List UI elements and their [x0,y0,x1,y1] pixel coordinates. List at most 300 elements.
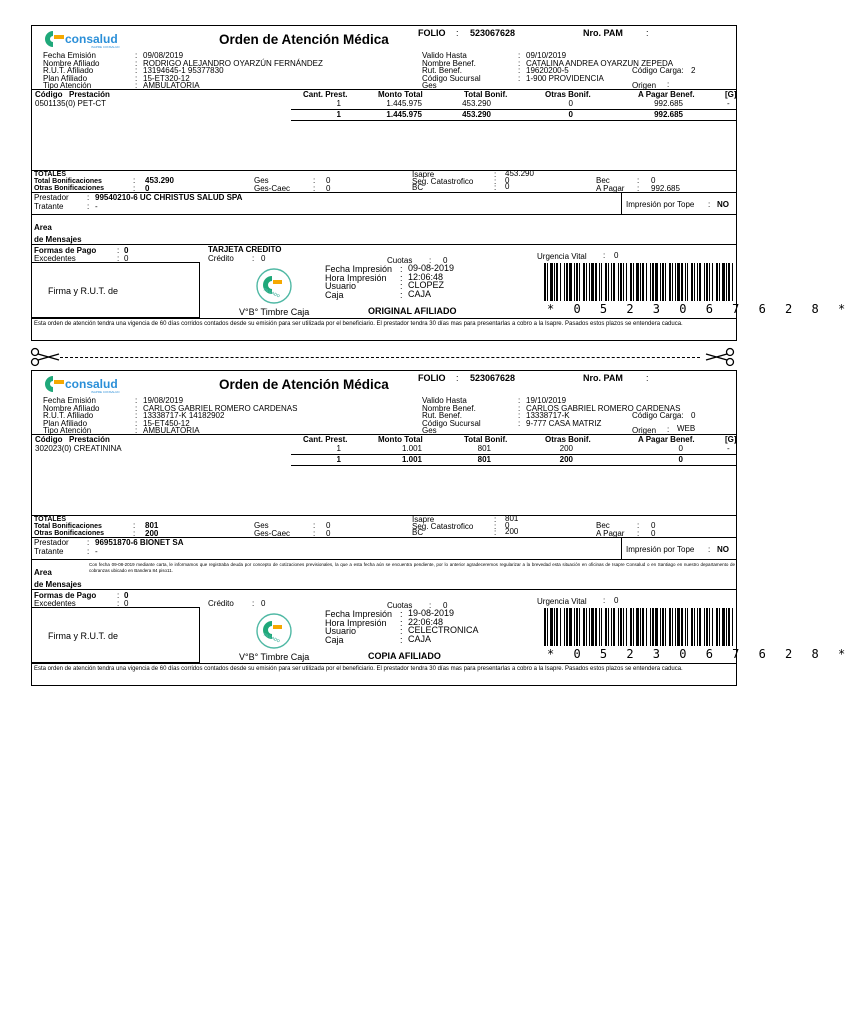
impresion-labels [325,265,392,299]
colon: : [87,546,90,556]
codigo-sucursal-value: 1-900 PROVIDENCIA [526,73,604,83]
g-value: - [727,99,730,108]
pagado-stamp-text: PAGADO [262,286,281,299]
sum-monto: 1.445.975 [386,110,422,119]
col-prestacion: Prestación [69,90,110,99]
colon: : [133,521,136,530]
bec-label: Bec [596,521,610,530]
colon: : [87,193,90,202]
form-original [0,25,851,345]
prestador-value: 96951870-6 BIONET SA [95,538,184,547]
ges-caec-label: Ges-Caec [254,183,291,193]
fecha-impresion-label: Fecha Impresión [325,609,393,619]
sum-otras: 200 [559,455,573,464]
colon: : [135,411,138,420]
sum-otras: 0 [568,110,573,119]
rut-benef-label: Rut. Benef. [422,411,463,420]
colon: : [135,396,138,405]
prestador-colons [87,194,89,211]
col-g: [G] [725,435,737,444]
caja-label: Caja [325,634,344,645]
totales-values [145,177,174,192]
col-monto: Monto Total [378,90,423,99]
prestacion-value: 0501135(0) PET-CT [35,99,106,108]
colon: : [135,73,138,83]
logo-subtext: ISAPRE CONSALUD [91,45,120,49]
ges-caec-label: Ges-Caec [254,528,291,538]
pago-colons [117,592,119,608]
ges-caec-value: 0 [326,183,331,193]
colon: : [400,289,403,300]
codigo-sucursal-label: Código Sucursal [422,418,481,428]
bec-labels [596,177,624,192]
rut-afiliado-label: R.U.T. Afiliado [43,66,94,75]
excedentes-value: 0 [124,254,129,263]
valido-hasta-value: 19/10/2019 [526,396,567,405]
legal-divider [31,663,737,664]
tratante-value: - [95,201,98,211]
credito-label: Crédito [208,599,234,608]
colon: : [87,538,90,547]
urgencia-colon: : [603,596,606,605]
colon: : [135,66,138,75]
colon: : [313,528,316,538]
area-label: Area [34,223,52,232]
impresion-tope-colon: : [708,200,711,209]
fecha-emision-label: Fecha Emisión [43,396,96,405]
usuario-value: CLOPEZ [408,280,445,290]
codigo-carga-value: 2 [691,66,696,75]
isapre-labels [412,517,473,537]
totales-divider [31,515,737,516]
col-bonif: Total Bonif. [464,90,508,99]
cuotas-value: 0 [443,256,448,265]
logo-subtext: ISAPRE CONSALUD [91,390,120,394]
urgencia-value: 0 [614,596,619,605]
logo-text: consalud [65,32,118,46]
pago-values [124,247,128,263]
urgencia-colon: : [603,251,606,260]
pam-colon: : [646,373,649,383]
barcode [544,263,736,301]
prestador-colons [87,539,89,556]
sum-cant: 1 [336,455,341,464]
col-cant: Cant. Prest. [303,90,348,99]
bc-value: 0 [505,182,510,191]
ges-value: 0 [326,176,331,185]
usuario-label: Usuario [325,281,357,291]
nombre-benef-label: Nombre Benef. [422,403,476,413]
colon: : [518,51,521,60]
otras-bonif-value: 200 [145,528,159,538]
fecha-impresion-value: 19-08-2019 [408,608,455,618]
impresion-tope-label: Impresión por Tope [626,200,695,209]
mensajes-labels [34,222,82,246]
total-bonif-value: 453.290 [145,176,174,185]
hora-impresion-label: Hora Impresión [325,272,387,283]
colon: : [117,591,120,600]
origen-label: Origen [632,81,657,90]
nombre-benef-value: CATALINA ANDREA OYARZUN ZEPEDA [526,58,674,68]
nombre-benef-label: Nombre Benef. [422,58,476,68]
tipo-atencion-value: AMBULATORIA [143,426,200,435]
rut-afiliado-label: R.U.T. Afiliado [43,411,94,420]
hora-impresion-label: Hora Impresión [325,617,387,628]
colon: : [133,176,136,185]
form-title: Orden de Atención Médica [219,377,389,392]
colon: : [518,73,521,83]
credito-value: 0 [261,599,266,608]
barcode-bar [733,608,736,646]
plan-afiliado-value: 15-ET450-12 [143,418,190,428]
otras-value: 0 [568,99,573,108]
colon: : [400,609,403,619]
rut-benef-value: 13338717-K [526,411,570,420]
cant-value: 1 [336,99,341,108]
colon: : [400,617,403,628]
ges-colons [313,177,315,192]
seg-cat-value: 0 [505,520,510,530]
ges-colons [313,522,315,537]
colon: : [313,521,316,530]
colon: : [135,51,138,60]
origen-value: WEB [677,424,696,433]
folio-label: FOLIO [418,28,446,38]
folio-label: FOLIO [418,373,446,383]
tipo-atencion-label: Tipo Atención [43,426,92,435]
prestador-divider-vertical [621,192,622,214]
legal-text: Esta orden de atención tendra una vigencia de 60 días corridos contados desde su emisión para ser utilizada por el beneficiario. El prestador tendra 30 días mas para presentarlas a cobro a la Isapre. Pasados estos plazos se entendera caduca. [34,666,683,672]
nombre-afiliado-value: CARLOS GABRIEL ROMERO CARDENAS [143,403,298,413]
afiliado-labels [43,52,99,90]
colon: : [518,411,521,420]
colon: : [117,254,120,263]
bec-values [651,522,655,537]
tratante-value: - [95,546,98,556]
bec-value: 0 [651,521,656,530]
plan-afiliado-label: Plan Afiliado [43,418,88,428]
plan-afiliado-value: 15-ET320-12 [143,73,190,83]
bec-labels [596,522,624,537]
otras-value: 200 [559,444,573,453]
fecha-impresion-label: Fecha Impresión [325,264,393,274]
nombre-afiliado-label: Nombre Afiliado [43,403,100,413]
pagado-stamp [255,612,293,652]
consalud-logo-icon [43,29,65,49]
colon: : [494,521,497,531]
cuotas-colon: : [429,601,432,610]
sum-top-line [291,454,737,455]
totales-colons [133,177,135,192]
afiliado-colons [135,52,137,90]
consalud-logo-icon [43,374,65,394]
impresion-tope-colon: : [708,545,711,554]
bec-colons [637,177,639,192]
col-g: [G] [725,90,737,99]
impresion-colons [400,265,403,299]
cuotas-colon: : [429,256,432,265]
impresion-tope-label: Impresión por Tope [626,545,695,554]
total-bonif-label: Total Bonificaciones [34,523,102,530]
bec-colons [637,522,639,537]
col-apagar: A Pagar Benef. [638,435,695,444]
afiliado-labels [43,397,99,435]
firma-label: Firma y R.U.T. de [48,286,119,296]
prestador-values [95,194,242,211]
afiliado-values [143,52,323,90]
barcode-digits: * 0 5 2 3 0 6 7 6 2 8 * [547,302,851,316]
col-prestacion: Prestación [69,435,110,444]
scissors-left-icon [30,348,60,368]
totales-labels [34,171,104,192]
firma-label: Firma y R.U.T. de [48,631,119,641]
afiliado-values [143,397,297,435]
otras-bonif-label: Otras Bonificaciones [34,185,105,192]
col-cant: Cant. Prest. [303,435,348,444]
colon: : [494,176,497,186]
bonif-value: 801 [477,444,491,453]
prestador-values [95,539,184,556]
colon: : [518,396,521,405]
tipo-atencion-label: Tipo Atención [43,81,92,90]
rut-benef-label: Rut. Benef. [422,66,463,75]
totales-label: TOTALES [34,516,67,523]
a-pagar-value: 992.685 [651,183,680,193]
caja-label: Caja [325,289,344,300]
totales-values [145,522,158,537]
col-monto: Monto Total [378,435,423,444]
pago-labels [34,247,96,263]
colon: : [518,418,521,428]
ges-labels [254,522,290,537]
colon: : [494,183,497,192]
origen-colon: : [667,80,670,89]
isapre-label: Isapre [412,170,435,179]
colon: : [135,81,138,90]
impresion-colons [400,610,403,644]
col-bonif: Total Bonif. [464,435,508,444]
seg-cat-value: 0 [505,175,510,185]
colon: : [637,183,640,193]
colon: : [133,183,136,193]
timbre-label: V°B° Timbre Caja [239,652,310,662]
fecha-emision-label: Fecha Emisión [43,51,96,60]
afiliado-colons [135,397,137,435]
pam-label: Nro. PAM [583,28,623,38]
colon: : [637,528,640,538]
sum-monto: 1.001 [401,455,422,464]
hora-impresion-value: 12:06:48 [408,271,444,282]
credito-label: Crédito [208,254,234,263]
col-apagar: A Pagar Benef. [638,90,695,99]
colon: : [494,170,497,179]
mensajes-label: de Mensajes [34,235,82,244]
seg-cat-label: Seg. Catastrofico [412,521,474,531]
col-otras: Otras Bonif. [545,435,591,444]
cuotas-label: Cuotas [387,601,413,610]
impresion-labels [325,610,392,644]
valido-hasta-label: Valido Hasta [422,51,467,60]
impresion-values [408,264,454,298]
beneficiario-colons [518,52,520,82]
pagado-stamp [255,267,293,307]
codigo-sucursal-label: Código Sucursal [422,73,481,83]
bonif-value: 453.290 [462,99,491,108]
ges-header-label: Ges [422,426,437,435]
folio-number: 523067628 [470,373,516,383]
impresion-tope-value: NO [717,200,729,209]
logo-text: consalud [65,377,118,391]
usuario-label: Usuario [325,626,357,636]
colon: : [135,418,138,428]
copy-label: ORIGINAL AFILIADO [368,306,457,316]
isapre-labels [412,172,473,192]
caja-value: CAJA [408,288,432,299]
prestador-labels [34,539,69,556]
isapre-values [505,171,534,191]
ges-values [326,177,330,192]
ges-values [326,522,330,537]
plan-afiliado-label: Plan Afiliado [43,73,88,83]
g-value: - [727,444,730,453]
excedentes-label: Excedentes [34,254,76,263]
col-otras: Otras Bonif. [545,90,591,99]
ges-caec-value: 0 [326,528,331,538]
colon: : [313,176,316,185]
apagar-value: 992.685 [654,99,683,108]
sum-bottom-line [291,120,737,121]
sum-apagar: 992.685 [654,110,683,119]
ges-header-label: Ges [422,81,437,90]
bec-values [651,177,680,192]
legal-text: Esta orden de atención tendra una vigencia de 60 días corridos contados desde su emisión para ser utilizada por el beneficiario. El prestador tendra 30 días mas para presentarlas a cobro a la Isapre. Pasados estos plazos se entendera caduca. [34,321,683,327]
pago-divider-top [31,244,737,245]
colon: : [400,281,403,291]
total-bonif-value: 801 [145,521,159,530]
beneficiario-colons [518,397,520,427]
usuario-value: CELECTRONICA [408,625,479,635]
barcode [544,608,736,646]
cut-line [60,357,700,358]
fecha-emision-value: 09/08/2019 [143,51,184,60]
prestacion-value: 302023(0) CREATININA [35,444,122,453]
excedentes-label: Excedentes [34,599,76,608]
tratante-label: Tratante [34,546,64,556]
totales-divider [31,170,737,171]
credito-colon: : [252,599,255,608]
mensajes-label: de Mensajes [34,580,82,589]
pago-values [124,592,128,608]
colon: : [117,599,120,608]
cuotas-value: 0 [443,601,448,610]
barcode-bar [733,263,736,301]
urgencia-label: Urgencia Vital [537,252,587,261]
forma-pago-desc: TARJETA CREDITO [208,245,282,254]
pagado-stamp-icon [255,267,293,305]
total-bonif-label: Total Bonificaciones [34,178,102,185]
nombre-afiliado-value: RODRIGO ALEJANDRO OYARZÚN FERNÁNDEZ [143,58,323,68]
otras-bonif-value: 0 [145,183,150,193]
sum-bonif: 453.290 [462,110,491,119]
form-title: Orden de Atención Médica [219,32,389,47]
origen-colon: : [667,425,670,434]
rut-afiliado-value: 13338717-K 14182902 [143,411,225,420]
folio-number: 523067628 [470,28,516,38]
colon: : [400,634,403,645]
scissors-right-icon [705,348,735,368]
colon: : [135,58,138,68]
isapre-colons [494,172,496,192]
a-pagar-label: A Pagar [596,183,625,193]
urgencia-label: Urgencia Vital [537,597,587,606]
col-codigo: Código [35,435,63,444]
a-pagar-value: 0 [651,528,656,538]
area-label: Area [34,568,52,577]
rut-afiliado-value: 13194645-1 95377830 [143,66,224,75]
colon: : [518,66,521,75]
otras-bonif-label: Otras Bonificaciones [34,530,105,537]
mensajes-divider-top [31,214,737,215]
impresion-tope-value: NO [717,545,729,554]
bec-label: Bec [596,176,610,185]
isapre-value: 801 [505,514,519,523]
isapre-label: Isapre [412,515,435,524]
credito-colon: : [252,254,255,263]
caja-value: CAJA [408,633,432,644]
tratante-label: Tratante [34,201,64,211]
colon: : [135,426,138,435]
colon: : [135,403,138,413]
sum-bonif: 801 [477,455,491,464]
prestador-label: Prestador [34,538,69,547]
fecha-emision-value: 19/08/2019 [143,396,184,405]
rut-benef-value: 19620200-5 [526,66,569,75]
pago-colons [117,247,119,263]
apagar-value: 0 [678,444,683,453]
mensajes-divider-top [31,559,737,560]
hora-impresion-value: 22:06:48 [408,616,444,627]
seg-cat-label: Seg. Catastrofico [412,176,474,186]
formas-pago-value: 0 [124,246,129,255]
colon: : [637,176,640,185]
bc-label: BC [412,528,424,537]
consalud-logo [43,374,65,396]
colon: : [87,201,90,211]
barcode-digits: * 0 5 2 3 0 6 7 6 2 8 * [547,647,851,661]
consalud-logo [43,29,65,51]
prestador-label: Prestador [34,193,69,202]
colon: : [400,272,403,283]
formas-pago-label: Formas de Pago [34,246,97,255]
colon: : [133,528,136,538]
ges-value: 0 [326,521,331,530]
colon: : [117,246,120,255]
colon: : [637,521,640,530]
isapre-values [505,516,518,536]
colon: : [400,264,403,274]
folio-colon: : [456,373,459,383]
col-codigo: Código [35,90,63,99]
bc-value: 200 [505,527,519,536]
codigo-sucursal-value: 9-777 CASA MATRIZ [526,418,602,428]
legal-divider [31,318,737,319]
a-pagar-label: A Pagar [596,528,625,538]
beneficiario-labels [422,397,481,435]
pago-labels [34,592,96,608]
formas-pago-value: 0 [124,591,129,600]
pam-colon: : [646,28,649,38]
tipo-atencion-value: AMBULATORIA [143,81,200,90]
